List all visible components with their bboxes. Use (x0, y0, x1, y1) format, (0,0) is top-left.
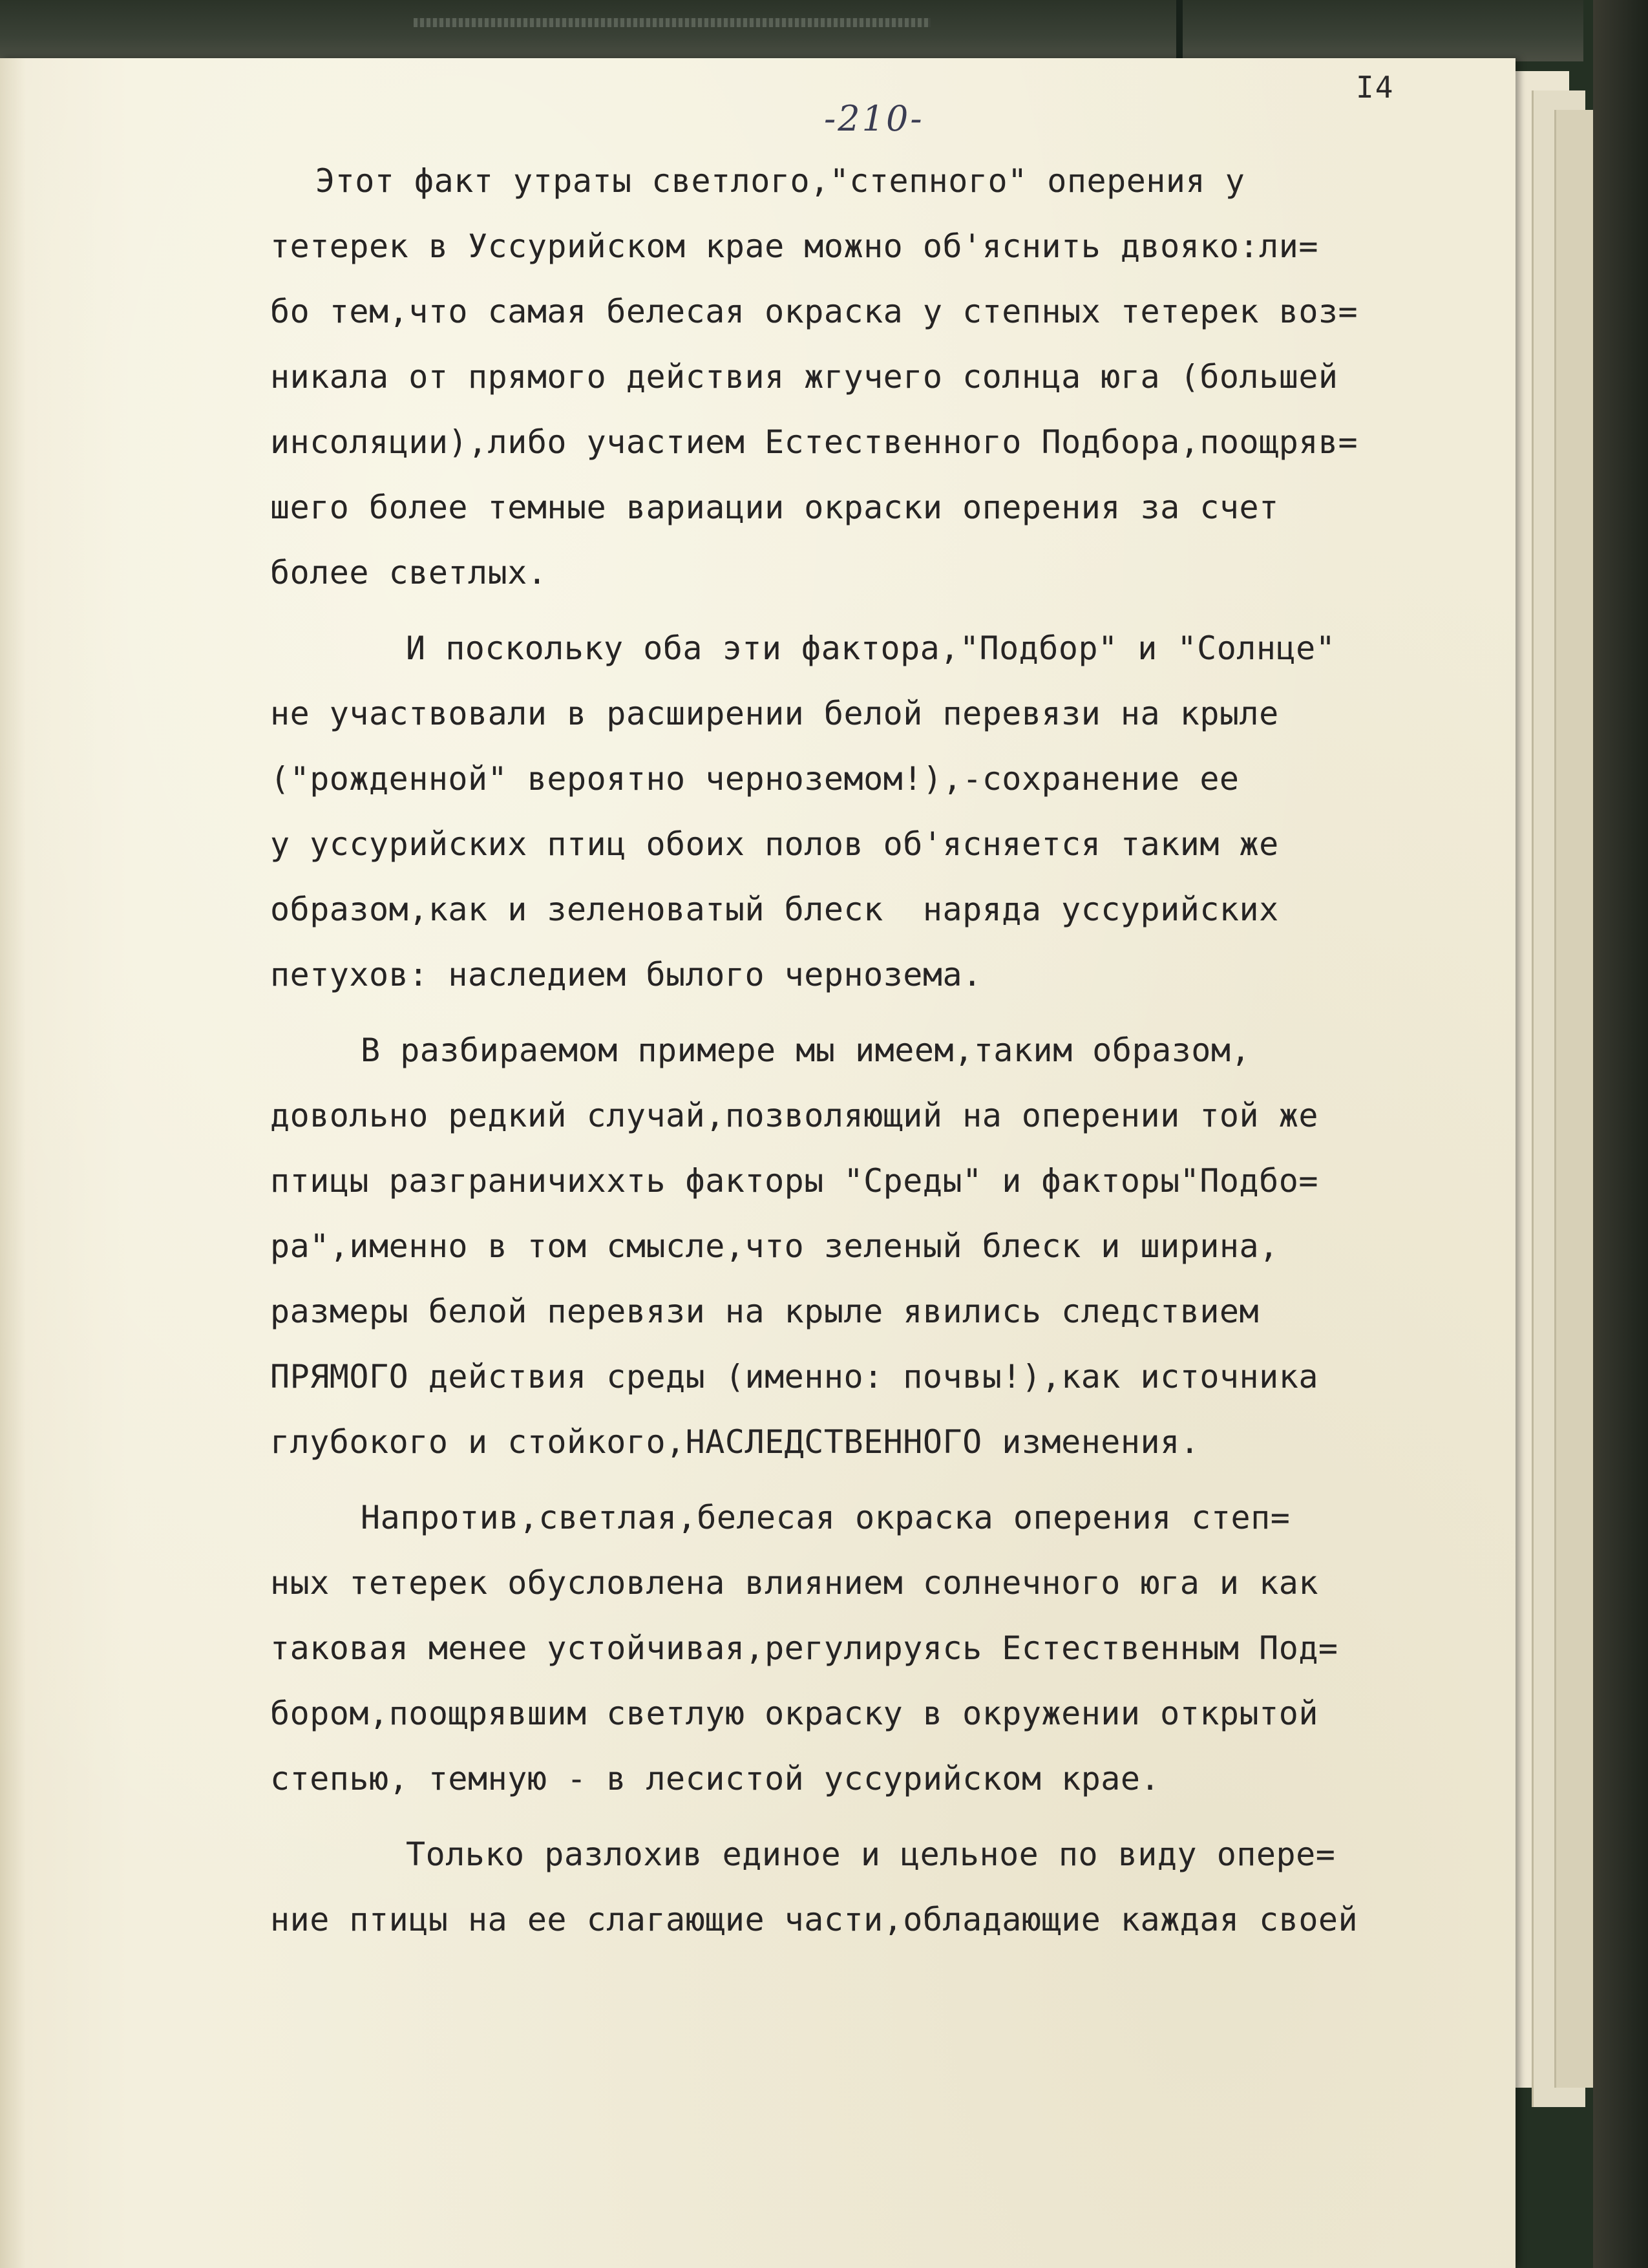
typewritten-page (0, 58, 1516, 2268)
text-line: ние птицы на ее слагающие части,обладающие каждая своей (270, 1901, 1358, 1938)
binder-mark (1176, 0, 1183, 58)
text-line: ПРЯМОГО действия среды (именно: почвы!),как источника (270, 1358, 1318, 1395)
archive-number: -210- (824, 98, 924, 139)
body-text (270, 149, 1485, 1953)
text-line: Этот факт утраты светлого,"степного" оперения у (315, 162, 1245, 200)
text-line: никала от прямого действия жгучего солнца юга (большей (270, 358, 1338, 396)
text-line: размеры белой перевязи на крыле явились следствием (270, 1293, 1260, 1330)
page-stack-edge (1554, 110, 1595, 2088)
text-line: бо тем,что самая белесая окраска у степных тетерек воз= (270, 293, 1358, 330)
text-line: глубокого и стойкого,НАСЛЕДСТВЕННОГО изменения. (270, 1423, 1200, 1461)
paragraph (270, 149, 1485, 606)
text-line: В разбираемом примере мы имеем,таким образом, (361, 1032, 1251, 1069)
text-line: ("рожденной" вероятно черноземом!),-сохранение ее (270, 760, 1240, 798)
text-line: ра",именно в том смысле,что зеленый блеск и ширина, (270, 1227, 1279, 1265)
text-line: образом,как и зеленоватый блеск наряда уссурийских (270, 891, 1279, 928)
page-number: I4 (1356, 70, 1395, 105)
text-line: таковая менее устойчивая,регулируясь Естественным Под= (270, 1629, 1338, 1667)
background-edge (1593, 0, 1648, 2268)
paragraph (270, 1018, 1485, 1475)
binder-strip (0, 0, 1583, 61)
text-line: у уссурийских птиц обоих полов об'ясняется таким же (270, 825, 1279, 863)
text-line: птицы разграничиxxть факторы "Среды" и факторы"Подбо= (270, 1162, 1318, 1200)
text-line: ных тетерек обусловлена влиянием солнечного юга и как (270, 1564, 1318, 1602)
text-line: не участвовали в расширении белой перевязи на крыле (270, 695, 1279, 732)
text-line: более светлых. (270, 554, 547, 591)
text-line: шего более темные вариации окраски оперения за счет (270, 489, 1279, 526)
text-line: тетерек в Уссурийском крае можно об'яснить двояко:ли= (270, 228, 1318, 265)
text-line: степью, темную - в лесистой уссурийском крае. (270, 1760, 1161, 1797)
paragraph (270, 1822, 1485, 1953)
text-line: бором,поощрявшим светлую окраску в окружении открытой (270, 1695, 1318, 1732)
text-line: петухов: наследием былого чернозема. (270, 956, 982, 993)
text-line: Напротив,светлая,белесая окраска оперения степ= (361, 1499, 1291, 1536)
text-line: инсоляции),либо участием Естественного Подбора,поощряв= (270, 423, 1358, 461)
text-line: довольно редкий случай,позволяющий на оперении той же (270, 1097, 1318, 1134)
paragraph (270, 1485, 1485, 1812)
binder-rule (414, 18, 931, 27)
paragraph (270, 616, 1485, 1008)
text-line: Только разлоxив единое и цельное по виду опере= (406, 1836, 1336, 1873)
text-line: И поскольку оба эти фактора,"Подбор" и "Солнце" (406, 630, 1336, 667)
